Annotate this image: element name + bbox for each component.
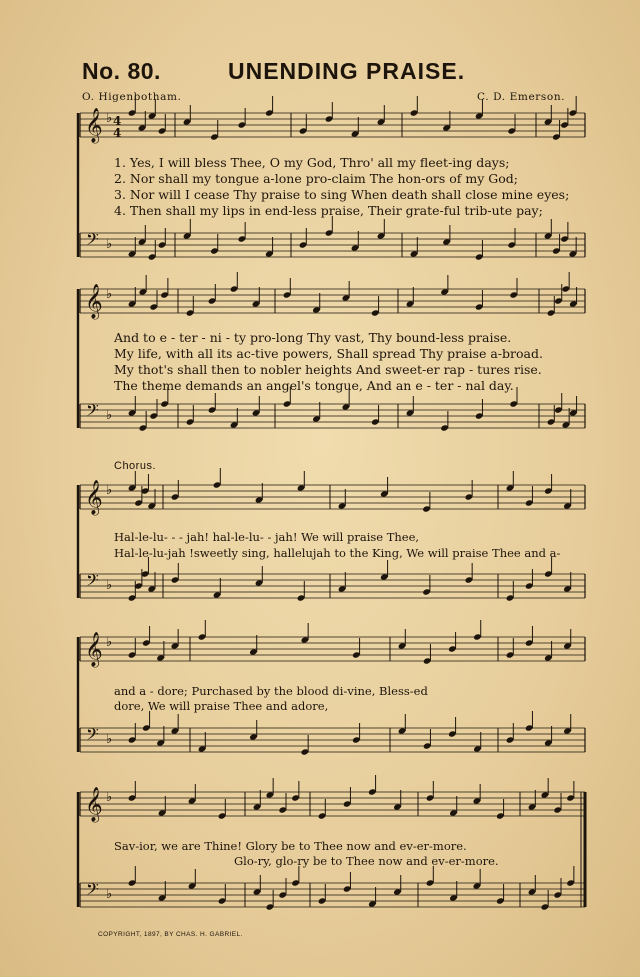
- time-signature: 4: [113, 114, 122, 128]
- treble-clef-icon: 𝄞: [85, 480, 103, 515]
- bass-clef-icon: 𝄢: [86, 229, 99, 253]
- verse-2-line-a: 2. Nor shall my tongue a-lone pro-claim The hon-ors of my God;: [114, 171, 518, 186]
- copyright-notice: COPYRIGHT, 1897, BY CHAS. H. GABRIEL.: [98, 931, 243, 938]
- bass-clef-icon: 𝄢: [86, 724, 99, 748]
- flat-key-icon: ♭: [106, 408, 113, 423]
- flat-key-icon: ♭: [106, 578, 113, 593]
- chorus-label: Chorus.: [114, 460, 157, 472]
- chorus-1-line-a: Hal-le-lu- - - jah! hal-le-lu- - jah! We will praise Thee,: [114, 530, 420, 544]
- treble-clef-icon: 𝄞: [85, 284, 103, 319]
- bass-clef-icon: 𝄢: [86, 879, 99, 903]
- composer-credit: C. D. Emerson.: [477, 91, 566, 103]
- treble-clef-icon: 𝄞: [85, 632, 103, 667]
- chorus-2-line-a: and a - dore; Purchased by the blood di-vine, Bless-ed: [114, 684, 428, 698]
- verse-3-line-a: 3. Nor will I cease Thy praise to sing When death shall close mine eyes;: [114, 187, 570, 202]
- verse-4-line-a: 4. Then shall my lips in end-less praise, Their grate-ful trib-ute pay;: [114, 203, 543, 218]
- chorus-3-line-a: Sav-ior, we are Thine! Glory be to Thee now and ev-er-more.: [114, 839, 467, 853]
- bass-clef-icon: 𝄢: [86, 570, 99, 594]
- hymn-number: No. 80.: [82, 58, 161, 84]
- verse-4-line-b: The theme demands an angel's tongue, And an e - ter - nal day.: [114, 378, 514, 393]
- verse-1-line-b: And to e - ter - ni - ty pro-long Thy vast, Thy bound-less praise.: [114, 330, 512, 345]
- flat-key-icon: ♭: [106, 732, 113, 747]
- flat-key-icon: ♭: [106, 111, 113, 126]
- verse-1-line-a: 1. Yes, I will bless Thee, O my God, Thro' all my fleet-ing days;: [114, 155, 510, 170]
- time-signature: 4: [113, 126, 122, 140]
- verse-3-line-b: My thot's shall then to nobler heights And sweet-er rap - tures rise.: [114, 362, 542, 377]
- chorus-1-line-b: Hal-le-lu-jah !sweetly sing, hallelujah to the King, We will praise Thee and a-: [114, 546, 561, 560]
- treble-clef-icon: 𝄞: [85, 108, 103, 143]
- chorus-3-line-b: Glo-ry, glo-ry be to Thee now and ev-er-more.: [234, 854, 499, 868]
- flat-key-icon: ♭: [106, 635, 113, 650]
- flat-key-icon: ♭: [106, 887, 113, 902]
- flat-key-icon: ♭: [106, 790, 113, 805]
- flat-key-icon: ♭: [106, 287, 113, 302]
- verse-2-line-b: My life, with all its ac-tive powers, Shall spread Thy praise a-broad.: [114, 346, 543, 361]
- lyricist-credit: O. Higenbotham.: [82, 91, 182, 103]
- bass-clef-icon: 𝄢: [86, 400, 99, 424]
- hymn-title: UNENDING PRAISE.: [228, 58, 466, 84]
- chorus-2-line-b: dore, We will praise Thee and adore,: [114, 699, 329, 713]
- flat-key-icon: ♭: [106, 237, 113, 252]
- flat-key-icon: ♭: [106, 483, 113, 498]
- treble-clef-icon: 𝄞: [85, 787, 103, 822]
